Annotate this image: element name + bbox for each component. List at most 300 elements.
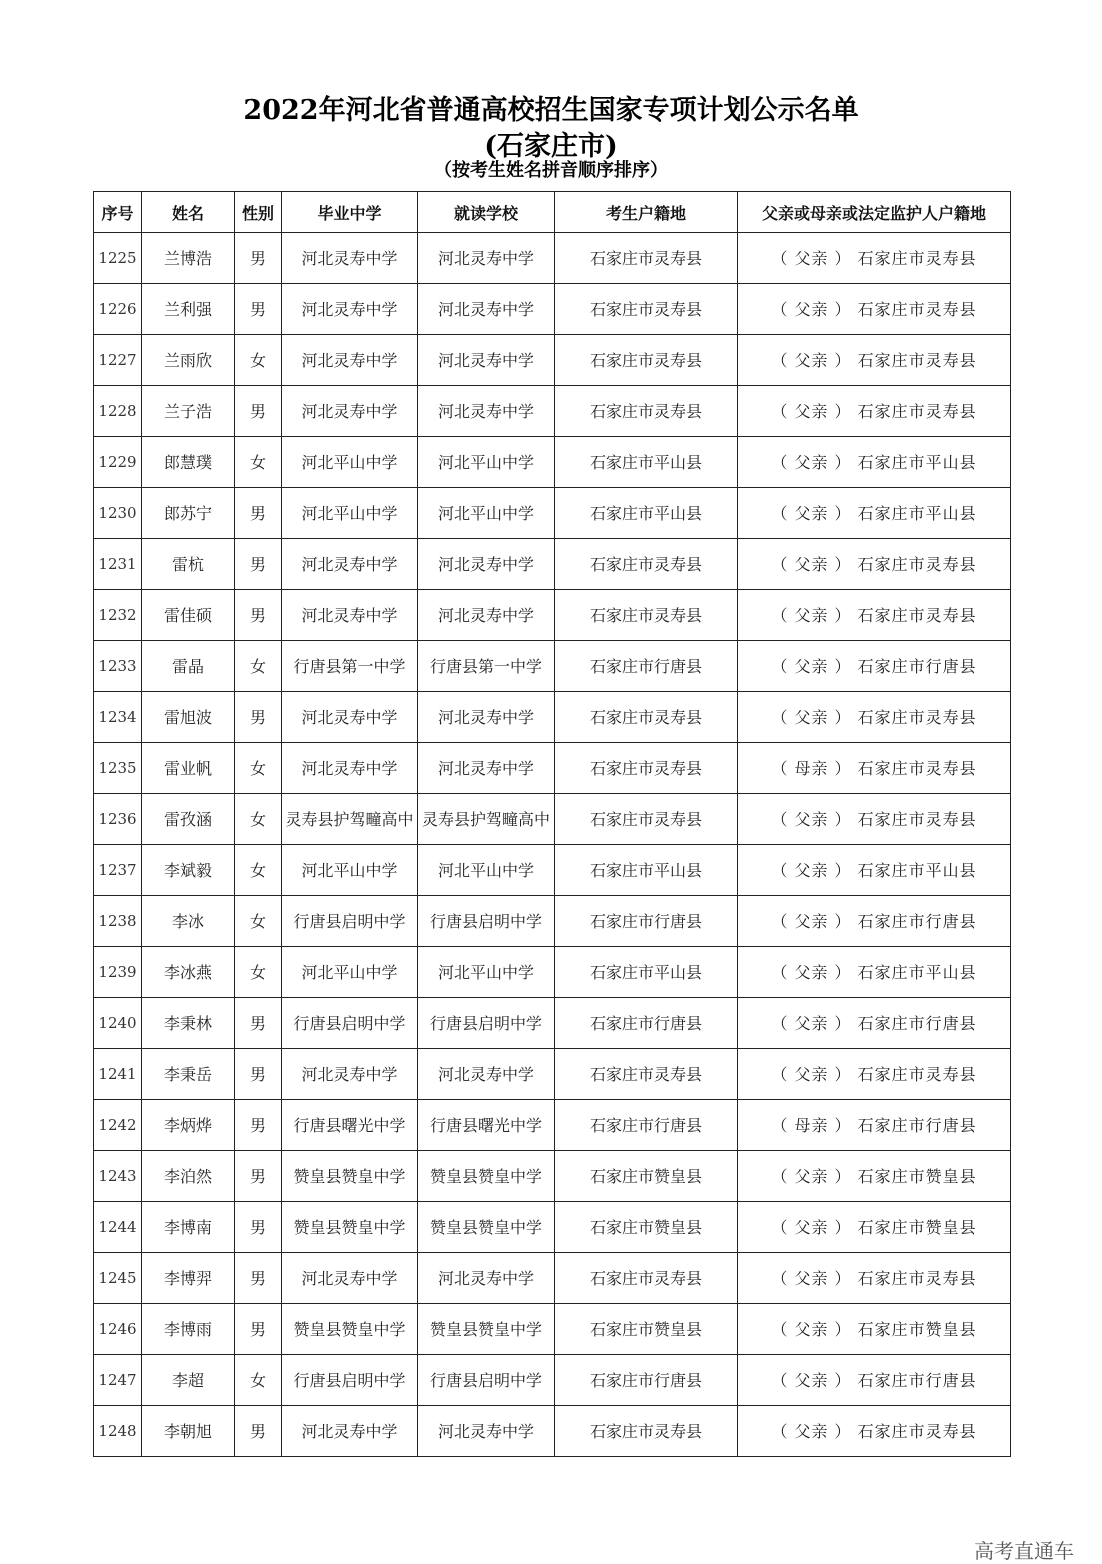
cell-seq: 1226 (94, 284, 142, 335)
cell-name: 雷晶 (142, 641, 235, 692)
cell-seq: 1238 (94, 896, 142, 947)
cell-current-school: 河北灵寿中学 (418, 1253, 555, 1304)
paren-open: （ (771, 1217, 795, 1237)
cell-parent-household (738, 1355, 1011, 1406)
cell-name: 兰利强 (142, 284, 235, 335)
table-header-row (94, 192, 1011, 233)
cell-household: 石家庄市行唐县 (555, 1100, 738, 1151)
cell-seq: 1247 (94, 1355, 142, 1406)
cell-parent-household (738, 1202, 1011, 1253)
cell-household: 石家庄市灵寿县 (555, 335, 738, 386)
cell-parent-household (738, 1151, 1011, 1202)
parent-relation: 父亲 (794, 350, 829, 370)
col-header-grad-school: 毕业中学 (282, 192, 418, 233)
paren-open: （ (771, 1064, 795, 1084)
paren-open: （ (771, 401, 795, 421)
cell-current-school: 赞皇县赞皇中学 (418, 1304, 555, 1355)
paren-open: （ (771, 707, 795, 727)
cell-current-school: 行唐县启明中学 (418, 998, 555, 1049)
document-title: 2022年河北省普通高校招生国家专项计划公示名单 (243, 95, 859, 126)
cell-parent-household (738, 845, 1011, 896)
cell-grad-school: 河北灵寿中学 (282, 743, 418, 794)
cell-household: 石家庄市赞皇县 (555, 1202, 738, 1253)
cell-grad-school: 赞皇县赞皇中学 (282, 1202, 418, 1253)
parent-relation: 父亲 (794, 605, 829, 625)
cell-household: 石家庄市赞皇县 (555, 1304, 738, 1355)
paren-close: ） (828, 452, 858, 472)
cell-household: 石家庄市灵寿县 (555, 386, 738, 437)
cell-grad-school: 河北灵寿中学 (282, 1049, 418, 1100)
paren-close: ） (828, 1268, 858, 1288)
cell-current-school: 河北灵寿中学 (418, 284, 555, 335)
cell-household: 石家庄市灵寿县 (555, 692, 738, 743)
cell-parent-household (738, 998, 1011, 1049)
paren-open: （ (771, 656, 795, 676)
table-row (94, 284, 1011, 335)
parent-household: 石家庄市灵寿县 (857, 809, 977, 829)
cell-household: 石家庄市平山县 (555, 488, 738, 539)
cell-seq: 1248 (94, 1406, 142, 1457)
cell-name: 郎苏宁 (142, 488, 235, 539)
cell-gender: 男 (235, 998, 282, 1049)
cell-current-school: 河北平山中学 (418, 947, 555, 998)
paren-close: ） (828, 350, 858, 370)
cell-grad-school: 河北灵寿中学 (282, 1253, 418, 1304)
cell-seq: 1225 (94, 233, 142, 284)
table-row (94, 998, 1011, 1049)
parent-relation: 父亲 (794, 1013, 829, 1033)
cell-parent-household (738, 743, 1011, 794)
cell-gender: 女 (235, 641, 282, 692)
paren-close: ） (828, 401, 858, 421)
cell-grad-school: 河北平山中学 (282, 947, 418, 998)
cell-name: 李泊然 (142, 1151, 235, 1202)
cell-household: 石家庄市平山县 (555, 845, 738, 896)
parent-relation: 父亲 (794, 1166, 829, 1186)
cell-gender: 男 (235, 284, 282, 335)
cell-parent-household (738, 1049, 1011, 1100)
cell-household: 石家庄市行唐县 (555, 641, 738, 692)
cell-gender: 男 (235, 1253, 282, 1304)
col-header-name: 姓名 (142, 192, 235, 233)
paren-open: （ (771, 503, 795, 523)
paren-open: （ (771, 962, 795, 982)
cell-current-school: 河北灵寿中学 (418, 590, 555, 641)
paren-open: （ (771, 1421, 795, 1441)
paren-close: ） (828, 860, 858, 880)
paren-open: （ (771, 452, 795, 472)
cell-parent-household (738, 233, 1011, 284)
cell-grad-school: 河北灵寿中学 (282, 233, 418, 284)
cell-household: 石家庄市行唐县 (555, 896, 738, 947)
parent-relation: 父亲 (794, 452, 829, 472)
cell-name: 兰雨欣 (142, 335, 235, 386)
cell-gender: 男 (235, 233, 282, 284)
document-subtitle: (石家庄市) (484, 131, 618, 162)
cell-name: 李冰燕 (142, 947, 235, 998)
cell-name: 李超 (142, 1355, 235, 1406)
cell-gender: 女 (235, 845, 282, 896)
paren-open: （ (771, 1013, 795, 1033)
cell-seq: 1228 (94, 386, 142, 437)
paren-close: ） (828, 1115, 858, 1135)
cell-grad-school: 行唐县启明中学 (282, 998, 418, 1049)
table-row (94, 896, 1011, 947)
paren-close: ） (828, 656, 858, 676)
cell-parent-household (738, 590, 1011, 641)
cell-name: 兰博浩 (142, 233, 235, 284)
parent-relation: 父亲 (794, 911, 829, 931)
paren-close: ） (828, 1319, 858, 1339)
cell-grad-school: 行唐县启明中学 (282, 1355, 418, 1406)
cell-grad-school: 赞皇县赞皇中学 (282, 1304, 418, 1355)
paren-close: ） (828, 299, 858, 319)
paren-open: （ (771, 1319, 795, 1339)
paren-close: ） (828, 605, 858, 625)
parent-household: 石家庄市灵寿县 (857, 248, 977, 268)
parent-household: 石家庄市行唐县 (857, 1370, 977, 1390)
cell-current-school: 赞皇县赞皇中学 (418, 1202, 555, 1253)
cell-parent-household (738, 488, 1011, 539)
cell-grad-school: 河北灵寿中学 (282, 539, 418, 590)
cell-gender: 女 (235, 947, 282, 998)
cell-name: 李秉林 (142, 998, 235, 1049)
paren-close: ） (828, 1421, 858, 1441)
cell-grad-school: 灵寿县护驾疃高中 (282, 794, 418, 845)
cell-seq: 1242 (94, 1100, 142, 1151)
watermark-text: 高考直通车 (974, 1539, 1074, 1563)
table-row (94, 1406, 1011, 1457)
parent-household: 石家庄市灵寿县 (857, 401, 977, 421)
paren-close: ） (828, 554, 858, 574)
parent-household: 石家庄市平山县 (857, 503, 977, 523)
cell-gender: 女 (235, 437, 282, 488)
cell-parent-household (738, 437, 1011, 488)
cell-current-school: 行唐县启明中学 (418, 1355, 555, 1406)
cell-household: 石家庄市灵寿县 (555, 233, 738, 284)
cell-gender: 男 (235, 1406, 282, 1457)
cell-household: 石家庄市行唐县 (555, 1355, 738, 1406)
parent-household: 石家庄市灵寿县 (857, 1064, 977, 1084)
parent-relation: 父亲 (794, 1064, 829, 1084)
parent-household: 石家庄市灵寿县 (857, 1421, 977, 1441)
col-header-gender: 性别 (235, 192, 282, 233)
cell-name: 雷孜涵 (142, 794, 235, 845)
cell-parent-household (738, 692, 1011, 743)
paren-open: （ (771, 554, 795, 574)
cell-current-school: 灵寿县护驾疃高中 (418, 794, 555, 845)
cell-seq: 1230 (94, 488, 142, 539)
parent-household: 石家庄市灵寿县 (857, 758, 977, 778)
cell-parent-household (738, 539, 1011, 590)
table-row (94, 233, 1011, 284)
cell-seq: 1233 (94, 641, 142, 692)
cell-current-school: 行唐县曙光中学 (418, 1100, 555, 1151)
cell-seq: 1244 (94, 1202, 142, 1253)
cell-gender: 男 (235, 488, 282, 539)
table-row (94, 1355, 1011, 1406)
cell-gender: 男 (235, 1100, 282, 1151)
parent-household: 石家庄市灵寿县 (857, 605, 977, 625)
table-row (94, 1253, 1011, 1304)
cell-grad-school: 行唐县曙光中学 (282, 1100, 418, 1151)
table-row (94, 335, 1011, 386)
cell-name: 雷旭波 (142, 692, 235, 743)
cell-seq: 1235 (94, 743, 142, 794)
parent-relation: 父亲 (794, 248, 829, 268)
cell-parent-household (738, 641, 1011, 692)
cell-name: 李炳烨 (142, 1100, 235, 1151)
paren-close: ） (828, 1064, 858, 1084)
cell-household: 石家庄市行唐县 (555, 998, 738, 1049)
cell-gender: 男 (235, 590, 282, 641)
cell-grad-school: 赞皇县赞皇中学 (282, 1151, 418, 1202)
cell-name: 李秉岳 (142, 1049, 235, 1100)
cell-grad-school: 河北灵寿中学 (282, 590, 418, 641)
cell-seq: 1227 (94, 335, 142, 386)
parent-household: 石家庄市赞皇县 (857, 1166, 977, 1186)
paren-open: （ (771, 1370, 795, 1390)
cell-current-school: 河北灵寿中学 (418, 233, 555, 284)
roster-body (94, 233, 1011, 1457)
parent-household: 石家庄市行唐县 (857, 911, 977, 931)
cell-current-school: 河北灵寿中学 (418, 1406, 555, 1457)
parent-relation: 母亲 (794, 758, 829, 778)
cell-parent-household (738, 1253, 1011, 1304)
cell-name: 兰子浩 (142, 386, 235, 437)
cell-household: 石家庄市灵寿县 (555, 1049, 738, 1100)
cell-household: 石家庄市灵寿县 (555, 1253, 738, 1304)
cell-parent-household (738, 284, 1011, 335)
cell-current-school: 行唐县第一中学 (418, 641, 555, 692)
paren-close: ） (828, 1013, 858, 1033)
paren-open: （ (771, 1268, 795, 1288)
parent-relation: 父亲 (794, 707, 829, 727)
parent-relation: 父亲 (794, 1421, 829, 1441)
paren-close: ） (828, 911, 858, 931)
cell-seq: 1245 (94, 1253, 142, 1304)
cell-current-school: 河北灵寿中学 (418, 743, 555, 794)
cell-current-school: 河北灵寿中学 (418, 539, 555, 590)
parent-relation: 父亲 (794, 299, 829, 319)
cell-parent-household (738, 386, 1011, 437)
cell-household: 石家庄市平山县 (555, 947, 738, 998)
col-header-current-school: 就读学校 (418, 192, 555, 233)
cell-gender: 女 (235, 1355, 282, 1406)
parent-relation: 母亲 (794, 1115, 829, 1135)
paren-close: ） (828, 809, 858, 829)
table-row (94, 692, 1011, 743)
col-header-seq: 序号 (94, 192, 142, 233)
cell-household: 石家庄市灵寿县 (555, 539, 738, 590)
table-row (94, 1304, 1011, 1355)
cell-gender: 男 (235, 1151, 282, 1202)
cell-grad-school: 河北灵寿中学 (282, 692, 418, 743)
cell-seq: 1232 (94, 590, 142, 641)
parent-relation: 父亲 (794, 1268, 829, 1288)
parent-household: 石家庄市灵寿县 (857, 1268, 977, 1288)
paren-open: （ (771, 911, 795, 931)
parent-household: 石家庄市赞皇县 (857, 1319, 977, 1339)
table-row (94, 1100, 1011, 1151)
parent-household: 石家庄市灵寿县 (857, 707, 977, 727)
cell-parent-household (738, 335, 1011, 386)
parent-household: 石家庄市行唐县 (857, 656, 977, 676)
paren-close: ） (828, 1370, 858, 1390)
table-row (94, 743, 1011, 794)
paren-open: （ (771, 809, 795, 829)
cell-parent-household (738, 1406, 1011, 1457)
cell-grad-school: 行唐县第一中学 (282, 641, 418, 692)
cell-name: 李斌毅 (142, 845, 235, 896)
table-row (94, 488, 1011, 539)
parent-household: 石家庄市平山县 (857, 860, 977, 880)
parent-relation: 父亲 (794, 809, 829, 829)
table-row (94, 1049, 1011, 1100)
paren-open: （ (771, 860, 795, 880)
cell-household: 石家庄市灵寿县 (555, 284, 738, 335)
cell-gender: 女 (235, 335, 282, 386)
cell-current-school: 行唐县启明中学 (418, 896, 555, 947)
parent-relation: 父亲 (794, 962, 829, 982)
cell-gender: 男 (235, 692, 282, 743)
cell-gender: 男 (235, 1049, 282, 1100)
cell-name: 雷佳硕 (142, 590, 235, 641)
cell-current-school: 赞皇县赞皇中学 (418, 1151, 555, 1202)
paren-close: ） (828, 758, 858, 778)
cell-seq: 1246 (94, 1304, 142, 1355)
cell-parent-household (738, 794, 1011, 845)
parent-relation: 父亲 (794, 1319, 829, 1339)
table-row (94, 794, 1011, 845)
paren-close: ） (828, 962, 858, 982)
cell-grad-school: 河北平山中学 (282, 845, 418, 896)
cell-current-school: 河北灵寿中学 (418, 335, 555, 386)
cell-name: 雷业帆 (142, 743, 235, 794)
paren-close: ） (828, 707, 858, 727)
cell-seq: 1241 (94, 1049, 142, 1100)
paren-close: ） (828, 1166, 858, 1186)
cell-grad-school: 河北平山中学 (282, 437, 418, 488)
cell-grad-school: 河北灵寿中学 (282, 335, 418, 386)
parent-relation: 父亲 (794, 554, 829, 574)
cell-gender: 男 (235, 1202, 282, 1253)
cell-seq: 1234 (94, 692, 142, 743)
cell-name: 李博羿 (142, 1253, 235, 1304)
parent-household: 石家庄市灵寿县 (857, 350, 977, 370)
parent-relation: 父亲 (794, 656, 829, 676)
parent-household: 石家庄市赞皇县 (857, 1217, 977, 1237)
parent-household: 石家庄市行唐县 (857, 1115, 977, 1135)
cell-household: 石家庄市赞皇县 (555, 1151, 738, 1202)
cell-parent-household (738, 947, 1011, 998)
parent-household: 石家庄市平山县 (857, 962, 977, 982)
table-row (94, 437, 1011, 488)
cell-household: 石家庄市灵寿县 (555, 794, 738, 845)
cell-seq: 1243 (94, 1151, 142, 1202)
parent-relation: 父亲 (794, 1217, 829, 1237)
table-row (94, 641, 1011, 692)
cell-current-school: 河北灵寿中学 (418, 692, 555, 743)
roster-table (93, 191, 1011, 1457)
parent-household: 石家庄市灵寿县 (857, 554, 977, 574)
cell-grad-school: 行唐县启明中学 (282, 896, 418, 947)
table-row (94, 590, 1011, 641)
cell-name: 李博雨 (142, 1304, 235, 1355)
col-header-parent-household: 父亲或母亲或法定监护人户籍地 (738, 192, 1011, 233)
col-header-household: 考生户籍地 (555, 192, 738, 233)
paren-close: ） (828, 1217, 858, 1237)
cell-seq: 1240 (94, 998, 142, 1049)
cell-current-school: 河北灵寿中学 (418, 1049, 555, 1100)
cell-household: 石家庄市平山县 (555, 437, 738, 488)
cell-grad-school: 河北灵寿中学 (282, 284, 418, 335)
table-row (94, 539, 1011, 590)
paren-open: （ (771, 248, 795, 268)
table-row (94, 1202, 1011, 1253)
cell-name: 李博南 (142, 1202, 235, 1253)
cell-name: 李朝旭 (142, 1406, 235, 1457)
cell-seq: 1236 (94, 794, 142, 845)
parent-relation: 父亲 (794, 503, 829, 523)
cell-household: 石家庄市灵寿县 (555, 1406, 738, 1457)
cell-gender: 男 (235, 539, 282, 590)
paren-open: （ (771, 758, 795, 778)
cell-grad-school: 河北灵寿中学 (282, 1406, 418, 1457)
cell-gender: 女 (235, 896, 282, 947)
cell-gender: 女 (235, 794, 282, 845)
cell-gender: 男 (235, 386, 282, 437)
paren-open: （ (771, 1166, 795, 1186)
cell-gender: 女 (235, 743, 282, 794)
paren-open: （ (771, 350, 795, 370)
parent-relation: 父亲 (794, 860, 829, 880)
cell-parent-household (738, 1100, 1011, 1151)
parent-relation: 父亲 (794, 401, 829, 421)
cell-name: 李冰 (142, 896, 235, 947)
parent-household: 石家庄市灵寿县 (857, 299, 977, 319)
cell-name: 郎慧璞 (142, 437, 235, 488)
cell-parent-household (738, 1304, 1011, 1355)
cell-seq: 1231 (94, 539, 142, 590)
cell-household: 石家庄市灵寿县 (555, 590, 738, 641)
paren-open: （ (771, 605, 795, 625)
cell-parent-household (738, 896, 1011, 947)
cell-current-school: 河北灵寿中学 (418, 386, 555, 437)
parent-household: 石家庄市行唐县 (857, 1013, 977, 1033)
cell-current-school: 河北平山中学 (418, 437, 555, 488)
table-row (94, 386, 1011, 437)
cell-seq: 1237 (94, 845, 142, 896)
cell-current-school: 河北平山中学 (418, 488, 555, 539)
table-row (94, 845, 1011, 896)
paren-open: （ (771, 1115, 795, 1135)
parent-household: 石家庄市平山县 (857, 452, 977, 472)
cell-grad-school: 河北灵寿中学 (282, 386, 418, 437)
table-row (94, 947, 1011, 998)
cell-seq: 1239 (94, 947, 142, 998)
cell-gender: 男 (235, 1304, 282, 1355)
paren-close: ） (828, 503, 858, 523)
cell-current-school: 河北平山中学 (418, 845, 555, 896)
sort-note: （按考生姓名拼音顺序排序） (434, 160, 668, 181)
cell-household: 石家庄市灵寿县 (555, 743, 738, 794)
cell-grad-school: 河北平山中学 (282, 488, 418, 539)
table-row (94, 1151, 1011, 1202)
cell-name: 雷杭 (142, 539, 235, 590)
parent-relation: 父亲 (794, 1370, 829, 1390)
paren-close: ） (828, 248, 858, 268)
